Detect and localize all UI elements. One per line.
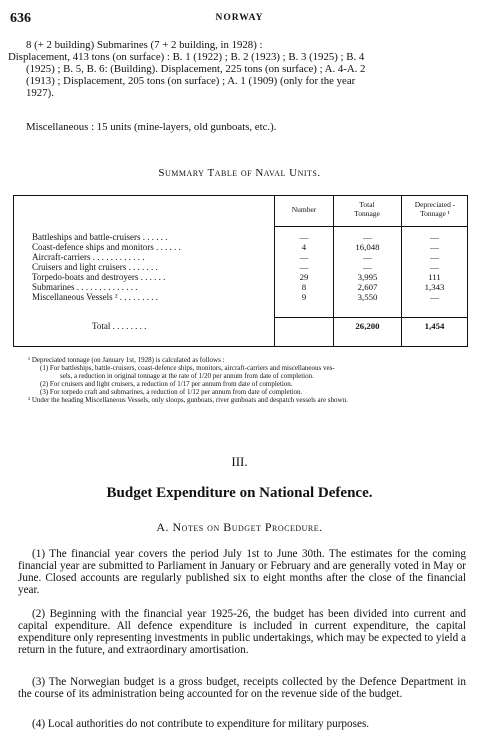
miscellaneous-line: Miscellaneous : 15 units (mine-layers, old gunboats, etc.). <box>26 121 277 133</box>
header-rule <box>274 226 467 227</box>
table-cell: — <box>430 242 439 252</box>
table-row-label: Torpedo-boats and destroyers . . . . . . <box>32 272 166 282</box>
table-row-label: Battleships and battle-cruisers . . . . . . <box>32 232 168 242</box>
footnote: sels, a reduction in original tonnage at the rate of 1/20 per annum from date of completion. <box>60 372 314 380</box>
table-cell: — <box>363 262 372 272</box>
table-cell: 3,550 <box>357 292 378 302</box>
note-paragraph: (3) The Norwegian budget is a gross budget, receipts collected by the Defence Department in the course of its administration being accounted for on the revenue side of the budget. <box>18 676 466 700</box>
table-cell: — <box>430 292 439 302</box>
table-cell: 3,995 <box>357 272 378 282</box>
table-cell: — <box>430 252 439 262</box>
table-row-label: Miscellaneous Vessels ² . . . . . . . . . <box>32 292 159 302</box>
page-number: 636 <box>10 11 31 26</box>
table-row-label: Submarines . . . . . . . . . . . . . . <box>32 282 138 292</box>
footnote: ¹ Depreciated tonnage (on January 1st, 1928) is calculated as follows : <box>28 356 225 364</box>
displacement-line-3: (1913) ; Displacement, 205 tons (on surface) ; A. 1 (1909) (only for the year <box>26 75 356 87</box>
table-cell: — <box>363 232 372 242</box>
displacement-line-1: Displacement, 413 tons (on surface) : B. 1 (1922) ; B. 2 (1923) ; B. 3 (1925) ; B. 4 <box>8 51 365 63</box>
note-paragraph: (2) Beginning with the financial year 1925-26, the budget has been divided into current and capital expenditure. All defence expenditure is included in current expenditure, the capital expenditure only representing investments in public undertakings, which may be expected to yield a return in the future, and extraordinary amortisation. <box>18 608 466 656</box>
table-title: Summary Table of Naval Units. <box>158 167 321 179</box>
table-cell: — <box>430 232 439 242</box>
table-cell: 4 <box>301 242 307 252</box>
table-cell: 1,454 <box>424 321 445 331</box>
table-cell: — <box>299 252 309 262</box>
table-cell: — <box>299 232 309 242</box>
col-header-total-tonnage: Total Tonnage <box>354 200 380 218</box>
note-paragraph: (1) The financial year covers the period July 1st to June 30th. The estimates for the coming financial year are submitted to Parliament in January or February and are generally voted in May or June. Closed accounts are regularly published six to eight months after the close of the financial year. <box>18 548 466 596</box>
table-cell: — <box>363 252 372 262</box>
table-cell: 16,048 <box>355 242 380 252</box>
table-row-label: Cruisers and light cruisers . . . . . . . <box>32 262 158 272</box>
footnote: ² Under the heading Miscellaneous Vessels, only sloops, gunboats, river gunboats and despatch vessels are shown. <box>28 396 348 404</box>
displacement-line-2: (1925) ; B. 5, B. 6: (Building). Displacement, 225 tons (on surface) ; A. 4-A. 2 <box>26 63 366 75</box>
footnote: (1) For battleships, battle-cruisers, coast-defence ships, monitors, aircraft-carriers and miscellaneous ves- <box>40 364 335 372</box>
table-cell: 26,200 <box>355 321 380 331</box>
table-total-label: Total . . . . . . . . <box>92 321 147 331</box>
running-title: NORWAY <box>215 13 264 23</box>
submarines-line: 8 (+ 2 building) Submarines (7 + 2 building, in 1928) : <box>26 39 263 51</box>
table-row-label: Coast-defence ships and monitors . . . . . . <box>32 242 181 252</box>
total-rule <box>274 317 467 318</box>
displacement-line-4: 1927). <box>26 87 54 99</box>
section-numeral: III. <box>231 454 248 469</box>
table-cell: — <box>430 262 439 272</box>
table-cell: 111 <box>428 272 441 282</box>
footnote: (2) For cruisers and light cruisers, a reduction of 1/17 per annum from date of completion. <box>40 380 293 388</box>
note-paragraph: (4) Local authorities do not contribute to expenditure for military purposes. <box>32 718 370 730</box>
section-subtitle: A. Notes on Budget Procedure. <box>156 520 323 534</box>
table-cell: — <box>299 262 309 272</box>
table-cell: 9 <box>301 292 307 302</box>
footnote: (3) For torpedo craft and submarines, a reduction of 1/12 per annum from date of completion. <box>40 388 303 396</box>
table-row-label: Aircraft-carriers . . . . . . . . . . . . <box>32 252 145 262</box>
summary-table <box>13 195 468 347</box>
section-title: Budget Expenditure on National Defence. <box>106 485 373 501</box>
table-cell: 8 <box>301 282 307 292</box>
col-header-depreciated-tonnage: Depreciated - Tonnage ¹ <box>414 200 456 218</box>
col-header-number: Number <box>291 205 317 214</box>
table-cell: 1,343 <box>424 282 445 292</box>
table-cell: 29 <box>299 272 309 282</box>
table-cell: 2,607 <box>357 282 378 292</box>
